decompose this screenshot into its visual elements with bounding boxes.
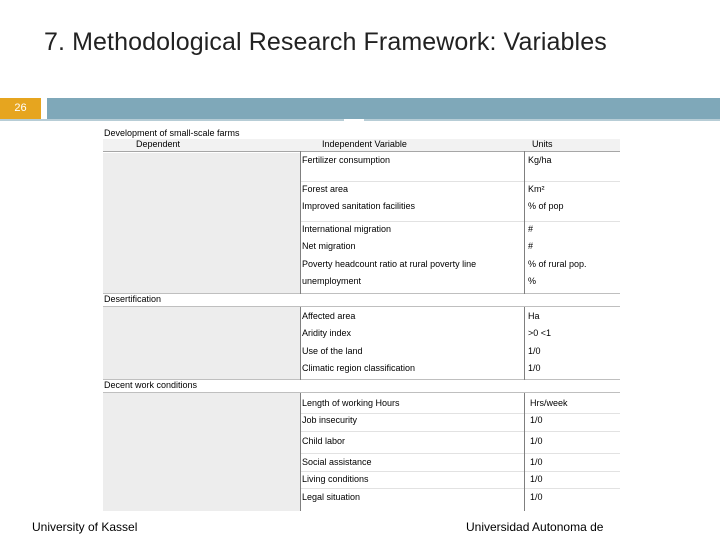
variable-sanitation: Improved sanitation facilities	[302, 201, 416, 211]
unit-living-conditions: 1/0	[530, 474, 543, 484]
unit-unemployment: %	[528, 276, 537, 286]
unit-social-assistance: 1/0	[530, 457, 543, 467]
section-divider	[103, 293, 620, 294]
unit-fertilizer: Kg/ha	[528, 155, 552, 165]
dependent-column-shade-1	[103, 153, 300, 293]
variable-land-use: Use of the land	[302, 346, 363, 356]
variable-living-conditions: Living conditions	[302, 474, 369, 484]
header-dependent: Dependent	[136, 139, 181, 149]
slide-number: 26	[0, 98, 41, 119]
variable-net-migration: Net migration	[302, 241, 356, 251]
row-divider	[300, 221, 620, 222]
column-rule	[524, 393, 525, 511]
variable-unemployment: unemployment	[302, 276, 362, 286]
unit-poverty-headcount: % of rural pop.	[528, 259, 587, 269]
column-rule	[300, 151, 301, 294]
unit-job-insecurity: 1/0	[530, 415, 543, 425]
variable-climatic-region: Climatic region classification	[302, 363, 416, 373]
variable-job-insecurity: Job insecurity	[302, 415, 358, 425]
row-divider	[300, 453, 620, 454]
unit-international-migration: #	[528, 224, 534, 234]
column-rule	[300, 393, 301, 511]
unit-climatic-region: 1/0	[528, 363, 541, 373]
dependent-title: Development of small-scale farms	[104, 128, 240, 138]
unit-sanitation: % of pop	[528, 201, 564, 211]
variable-legal-situation: Legal situation	[302, 492, 361, 502]
variable-international-migration: International migration	[302, 224, 392, 234]
variable-poverty-headcount: Poverty headcount ratio at rural poverty line	[302, 259, 477, 269]
header-independent: Independent Variable	[322, 139, 407, 149]
unit-child-labor: 1/0	[530, 436, 543, 446]
variable-forest-area: Forest area	[302, 184, 349, 194]
section-label-decent-work: Decent work conditions	[104, 380, 198, 390]
unit-working-hours: Hrs/week	[530, 398, 568, 408]
row-divider	[300, 431, 620, 432]
footer-right: Universidad Autonoma de	[466, 520, 604, 534]
band-notch	[344, 119, 364, 124]
band-gap	[41, 98, 47, 119]
header-units: Units	[532, 139, 553, 149]
column-rule	[300, 307, 301, 380]
unit-forest-area: Km²	[528, 184, 545, 194]
row-divider	[300, 488, 620, 489]
slide-title: 7. Methodological Research Framework: Variables	[44, 28, 607, 56]
variable-fertilizer: Fertilizer consumption	[302, 155, 391, 165]
variable-working-hours: Length of working Hours	[302, 398, 400, 408]
variable-child-labor: Child labor	[302, 436, 346, 446]
header-band	[0, 98, 720, 119]
variable-aridity-index: Aridity index	[302, 328, 352, 338]
dependent-column-shade-2	[103, 307, 300, 379]
unit-net-migration: #	[528, 241, 534, 251]
row-divider	[300, 413, 620, 414]
column-rule	[524, 307, 525, 380]
row-divider	[300, 181, 620, 182]
dependent-column-shade-3	[103, 393, 300, 511]
unit-aridity-index: >0 <1	[528, 328, 552, 338]
unit-land-use: 1/0	[528, 346, 541, 356]
section-label-desertification: Desertification	[104, 294, 162, 304]
row-divider	[300, 471, 620, 472]
unit-legal-situation: 1/0	[530, 492, 543, 502]
unit-affected-area: Ha	[528, 311, 540, 321]
footer-left: University of Kassel	[32, 520, 138, 534]
variable-affected-area: Affected area	[302, 311, 356, 321]
variable-social-assistance: Social assistance	[302, 457, 372, 467]
column-rule	[524, 151, 525, 294]
